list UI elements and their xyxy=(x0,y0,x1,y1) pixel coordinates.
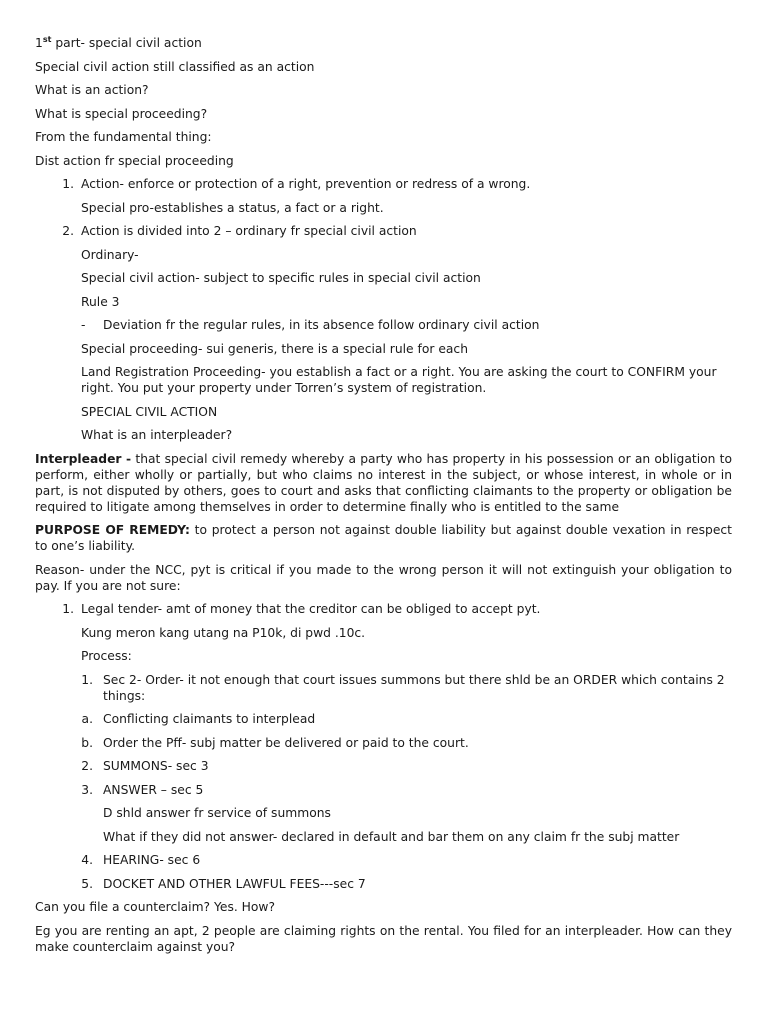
list-item-text: Action- enforce or protection of a right, prevention or redress of a wrong. xyxy=(81,177,531,191)
step-number: 3. xyxy=(81,782,93,797)
list-subtext: Rule 3 xyxy=(81,294,120,309)
dash-item xyxy=(35,317,732,333)
defined-term: PURPOSE OF REMEDY: xyxy=(35,523,190,537)
interpleader-definition xyxy=(35,451,732,515)
list-subtext: Kung meron kang utang na P10k, di pwd .10c. xyxy=(81,625,366,640)
step-number: 1. xyxy=(81,672,93,687)
process-step xyxy=(35,782,732,798)
ordinal-number: 1 xyxy=(35,36,43,50)
list-subtext: Special civil action- subject to specific rules in special civil action xyxy=(81,271,481,285)
process-step xyxy=(35,852,732,868)
substep-text: Order the Pff- subj matter be delivered or paid to the court. xyxy=(103,735,469,750)
substep-letter: a. xyxy=(81,712,93,726)
list-number: 1. xyxy=(62,602,74,616)
question: Can you file a counterclaim? Yes. How? xyxy=(35,900,276,914)
list-number: 2. xyxy=(62,224,74,238)
paragraph: From the fundamental thing: xyxy=(35,130,212,144)
step-number: 4. xyxy=(81,853,93,867)
substep-text: Conflicting claimants to interplead xyxy=(103,712,316,726)
list-subtext: What is an interpleader? xyxy=(81,428,233,442)
list-item xyxy=(35,601,732,617)
question: What is special proceeding? xyxy=(35,106,208,121)
list-item xyxy=(35,176,732,192)
paragraph: Dist action fr special proceeding xyxy=(35,153,234,168)
step-text: SUMMONS- sec 3 xyxy=(103,759,209,773)
process-substep xyxy=(35,711,732,727)
list-subtext: SPECIAL CIVIL ACTION xyxy=(81,404,218,419)
step-text: ANSWER – sec 5 xyxy=(103,782,204,797)
ordinal-suffix: st xyxy=(42,34,52,44)
step-number: 2. xyxy=(81,759,93,773)
purpose-of-remedy xyxy=(35,522,732,554)
list-item-text: Legal tender- amt of money that the creditor can be obliged to accept pyt. xyxy=(81,602,541,616)
step-subtext: What if they did not answer- declared in default and bar them on any claim fr the subj matter xyxy=(103,829,680,844)
defined-term: Interpleader - xyxy=(35,451,132,466)
list-subtext: Land Registration Proceeding- you establish a fact or a right. You are asking the court to CONFIRM your right. You put your property under Torren’s system of registration. xyxy=(81,365,717,395)
step-text: HEARING- sec 6 xyxy=(103,853,201,867)
step-text: DOCKET AND OTHER LAWFUL FEES---sec 7 xyxy=(103,876,366,891)
process-step xyxy=(35,672,732,704)
document-page xyxy=(35,35,732,962)
list-item-text: Action is divided into 2 – ordinary fr special civil action xyxy=(81,224,417,238)
paragraph: Reason- under the NCC, pyt is critical if you made to the wrong person it will not extinguish your obligation to pay. If you are not sure: xyxy=(35,562,732,593)
dash-bullet: - xyxy=(81,318,86,332)
process-step xyxy=(35,758,732,774)
dash-item-text: Deviation fr the regular rules, in its absence follow ordinary civil action xyxy=(103,318,540,332)
definition-text: that special civil remedy whereby a party who has property in his possession or an obligation to perform, either wholly or partially, but who claims no interest in the subject, or whose interest, in whole or in part, is not disputed by others, goes to court and asks that conflicting claimants to the property or obligation be required to litigate among themselves in order to determine finally who is entitled to the same xyxy=(35,451,732,514)
list-subtext: Special proceeding- sui generis, there is a special rule for each xyxy=(81,341,468,356)
paragraph: Eg you are renting an apt, 2 people are claiming rights on the rental. You filed for an interpleader. How can they make counterclaim against you? xyxy=(35,923,732,954)
heading-text: part- special civil action xyxy=(51,36,202,50)
list-subtext: Ordinary- xyxy=(81,247,139,262)
definition-text: to protect a person not against double liability but against double vexation in respect to one’s liability. xyxy=(35,523,732,553)
heading-first-part xyxy=(35,35,732,51)
step-subtext: D shld answer fr service of summons xyxy=(103,806,331,820)
process-step xyxy=(35,876,732,892)
list-item xyxy=(35,223,732,239)
paragraph: Special civil action still classified as an action xyxy=(35,59,315,74)
substep-letter: b. xyxy=(81,735,93,750)
step-number: 5. xyxy=(81,876,93,891)
list-subtext: Special pro-establishes a status, a fact or a right. xyxy=(81,200,384,215)
list-number: 1. xyxy=(62,177,74,191)
step-text: Sec 2- Order- it not enough that court issues summons but there shld be an ORDER which contains 2 things: xyxy=(103,672,725,703)
process-substep xyxy=(35,735,732,751)
list-subtext: Process: xyxy=(81,649,132,663)
question: What is an action? xyxy=(35,83,149,97)
